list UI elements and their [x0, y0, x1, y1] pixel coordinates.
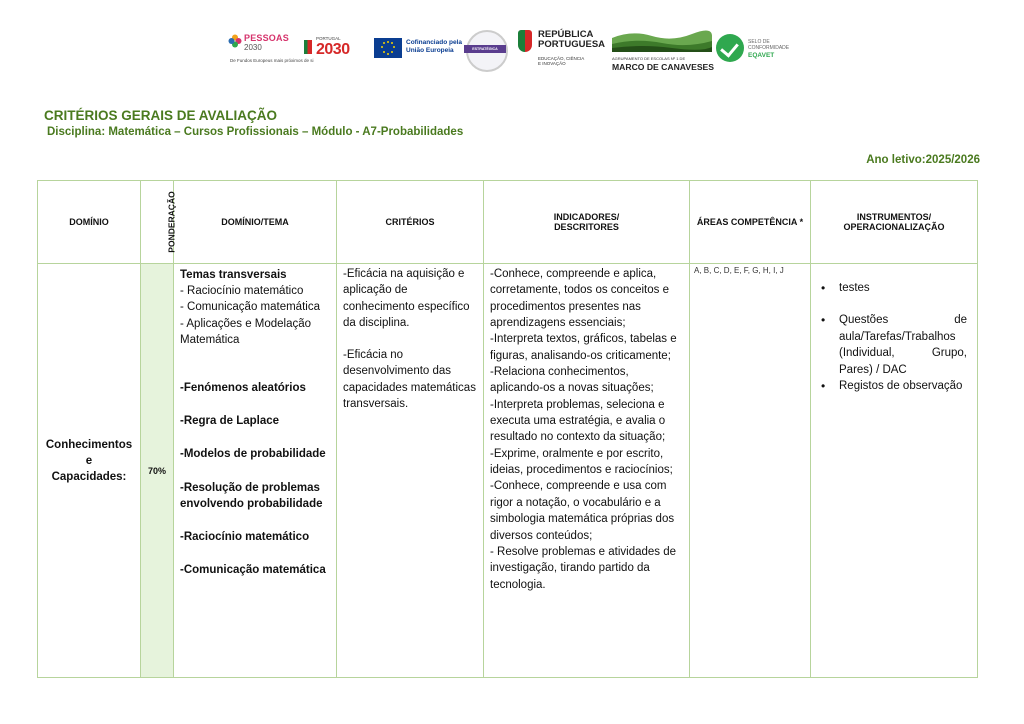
- portugal-flag-icon: [304, 40, 312, 54]
- instrumentos-list: [817, 280, 967, 394]
- eu-cofinanced-logo: [374, 36, 474, 62]
- marco-line1: AGRUPAMENTO DE ESCOLAS Nº 1 DE: [612, 56, 686, 61]
- seal-text: ESTRATÉGICA: [464, 45, 506, 53]
- col-header-dominio: DOMÍNIO: [38, 181, 141, 264]
- hills-icon: [612, 30, 712, 52]
- tema-title: Temas transversais: [180, 269, 287, 281]
- school-year: Ano letivo:2025/2026: [866, 154, 980, 166]
- col-header-ponderacao: [141, 181, 177, 264]
- republic-emblem-icon: [518, 30, 532, 52]
- eqavet-line1: SELO DE: [748, 39, 770, 45]
- check-icon: [716, 34, 744, 62]
- republica-portuguesa-logo: [518, 30, 610, 74]
- tema-item: -Modelos de probabilidade: [180, 448, 326, 461]
- table-row: [38, 264, 978, 678]
- eu-text: Cofinanciado pela União Europeia: [406, 39, 462, 54]
- tema-item: -Fenómenos aleatórios: [180, 382, 306, 395]
- pessoas-2030-logo: [228, 32, 314, 72]
- eqavet-line2: CONFORMIDADE: [748, 45, 790, 51]
- instrumento-item: • Questões de aula/Tarefas/Trabalhos (Individual, Grupo, Pares) / DAC: [839, 312, 967, 378]
- marco-line2: MARCO DE CANAVESES: [612, 62, 715, 72]
- tema-item: -Regra de Laplace: [180, 415, 280, 428]
- ponderacao-cell: 70%: [141, 264, 174, 678]
- col-header-tema: DOMÍNIO/TEMA: [174, 181, 337, 264]
- flower-icon: [228, 34, 242, 48]
- tema-item: -Raciocínio matemático: [180, 531, 310, 544]
- tema-cell: [174, 264, 337, 678]
- indicador-item: -Interpreta textos, gráficos, tabelas e figuras, analisando-os criticamente;: [490, 333, 677, 362]
- criterios-cell: [337, 264, 484, 678]
- criterio-item: -Eficácia no desenvolvimento das capacidades matemáticas transversais.: [343, 349, 476, 411]
- strategic-seal-logo: [464, 28, 506, 74]
- eu-flag-icon: [374, 38, 402, 58]
- dominio-line2: e: [85, 455, 93, 467]
- pessoas-tagline: De Fundos Europeus mais próximos de si: [230, 58, 314, 63]
- indicador-item: -Exprime, oralmente e por escrito, ideias, procedimentos e raciocínios;: [490, 447, 673, 477]
- tema-sub: - Aplicações e Modelação Matemática: [180, 317, 312, 346]
- table-header-row: [38, 181, 978, 264]
- instrumento-item: • testes: [839, 280, 967, 296]
- republica-sub2: E INOVAÇÃO: [538, 61, 566, 66]
- dominio-line3: Capacidades:: [51, 471, 127, 483]
- portugal-2030-small: PORTUGAL: [316, 36, 341, 41]
- republica-title2: PORTUGUESA: [538, 39, 606, 50]
- indicador-item: -Conhece, compreende e aplica, corretamente, todos os conceitos e procedimentos presentes nas aprendizagens essenciais;: [490, 268, 669, 330]
- tema-sub: - Raciocínio matemático: [180, 285, 304, 298]
- col-header-criterios: CRITÉRIOS: [337, 181, 484, 264]
- indicadores-cell: [484, 264, 690, 678]
- tema-item: -Comunicação matemática: [180, 564, 326, 577]
- portugal-2030-logo: [304, 34, 360, 64]
- col-header-indicadores: [484, 181, 690, 264]
- col-header-areas: ÁREAS COMPETÊNCIA *: [690, 181, 811, 264]
- dominio-line1: Conhecimentos: [45, 439, 133, 451]
- republica-title1: REPÚBLICA: [538, 29, 594, 40]
- col-header-indicadores-line2: DESCRITORES: [554, 222, 619, 232]
- eqavet-name: EQAVET: [748, 52, 775, 59]
- indicador-item: -Interpreta problemas, seleciona e executa uma estratégia, e avalia o resultado no contexto da situação;: [490, 398, 666, 444]
- indicador-item: -Conhece, compreende e usa com rigor a notação, o vocabulário e a simbologia matemática próprias dos diversos conteúdos;: [490, 480, 675, 542]
- page-title: CRITÉRIOS GERAIS DE AVALIAÇÃO: [44, 108, 278, 123]
- republica-sub1: EDUCAÇÃO, CIÊNCIA: [538, 56, 585, 61]
- page-subtitle: Disciplina: Matemática – Cursos Profissionais – Módulo - A7-Probabilidades: [47, 126, 464, 138]
- portugal-2030-big: 2030: [316, 41, 350, 58]
- marco-canaveses-logo: [612, 30, 715, 76]
- eqavet-logo: [716, 34, 806, 68]
- col-header-ponderacao-label: PONDERAÇÃO: [166, 191, 177, 253]
- instrumentos-cell: [811, 264, 978, 678]
- areas-cell: A, B, C, D, E, F, G, H, I, J: [690, 264, 811, 678]
- col-header-indicadores-line1: INDICADORES/: [553, 212, 620, 222]
- col-header-instrumentos-line2: OPERACIONALIZAÇÃO: [843, 222, 945, 232]
- instrumento-item: • Registos de observação: [839, 378, 967, 394]
- tema-sub: - Comunicação matemática: [180, 301, 320, 314]
- col-header-instrumentos: [811, 181, 978, 264]
- dominio-cell: [38, 264, 141, 678]
- criteria-table: [37, 180, 978, 678]
- indicador-item: - Resolve problemas e atividades de investigação, tirando partido da tecnologia.: [490, 545, 677, 591]
- tema-item: -Resolução de problemas envolvendo probabilidade: [180, 481, 323, 510]
- logo-strip: [228, 28, 808, 78]
- criterio-item: -Eficácia na aquisição e aplicação de conhecimento específico da disciplina.: [343, 268, 470, 329]
- pessoas-name: PESSOAS: [244, 33, 289, 43]
- indicador-item: -Relaciona conhecimentos, aplicando-os a novas situações;: [490, 366, 654, 395]
- col-header-instrumentos-line1: INSTRUMENTOS/: [856, 212, 932, 222]
- pessoas-year: 2030: [244, 43, 262, 52]
